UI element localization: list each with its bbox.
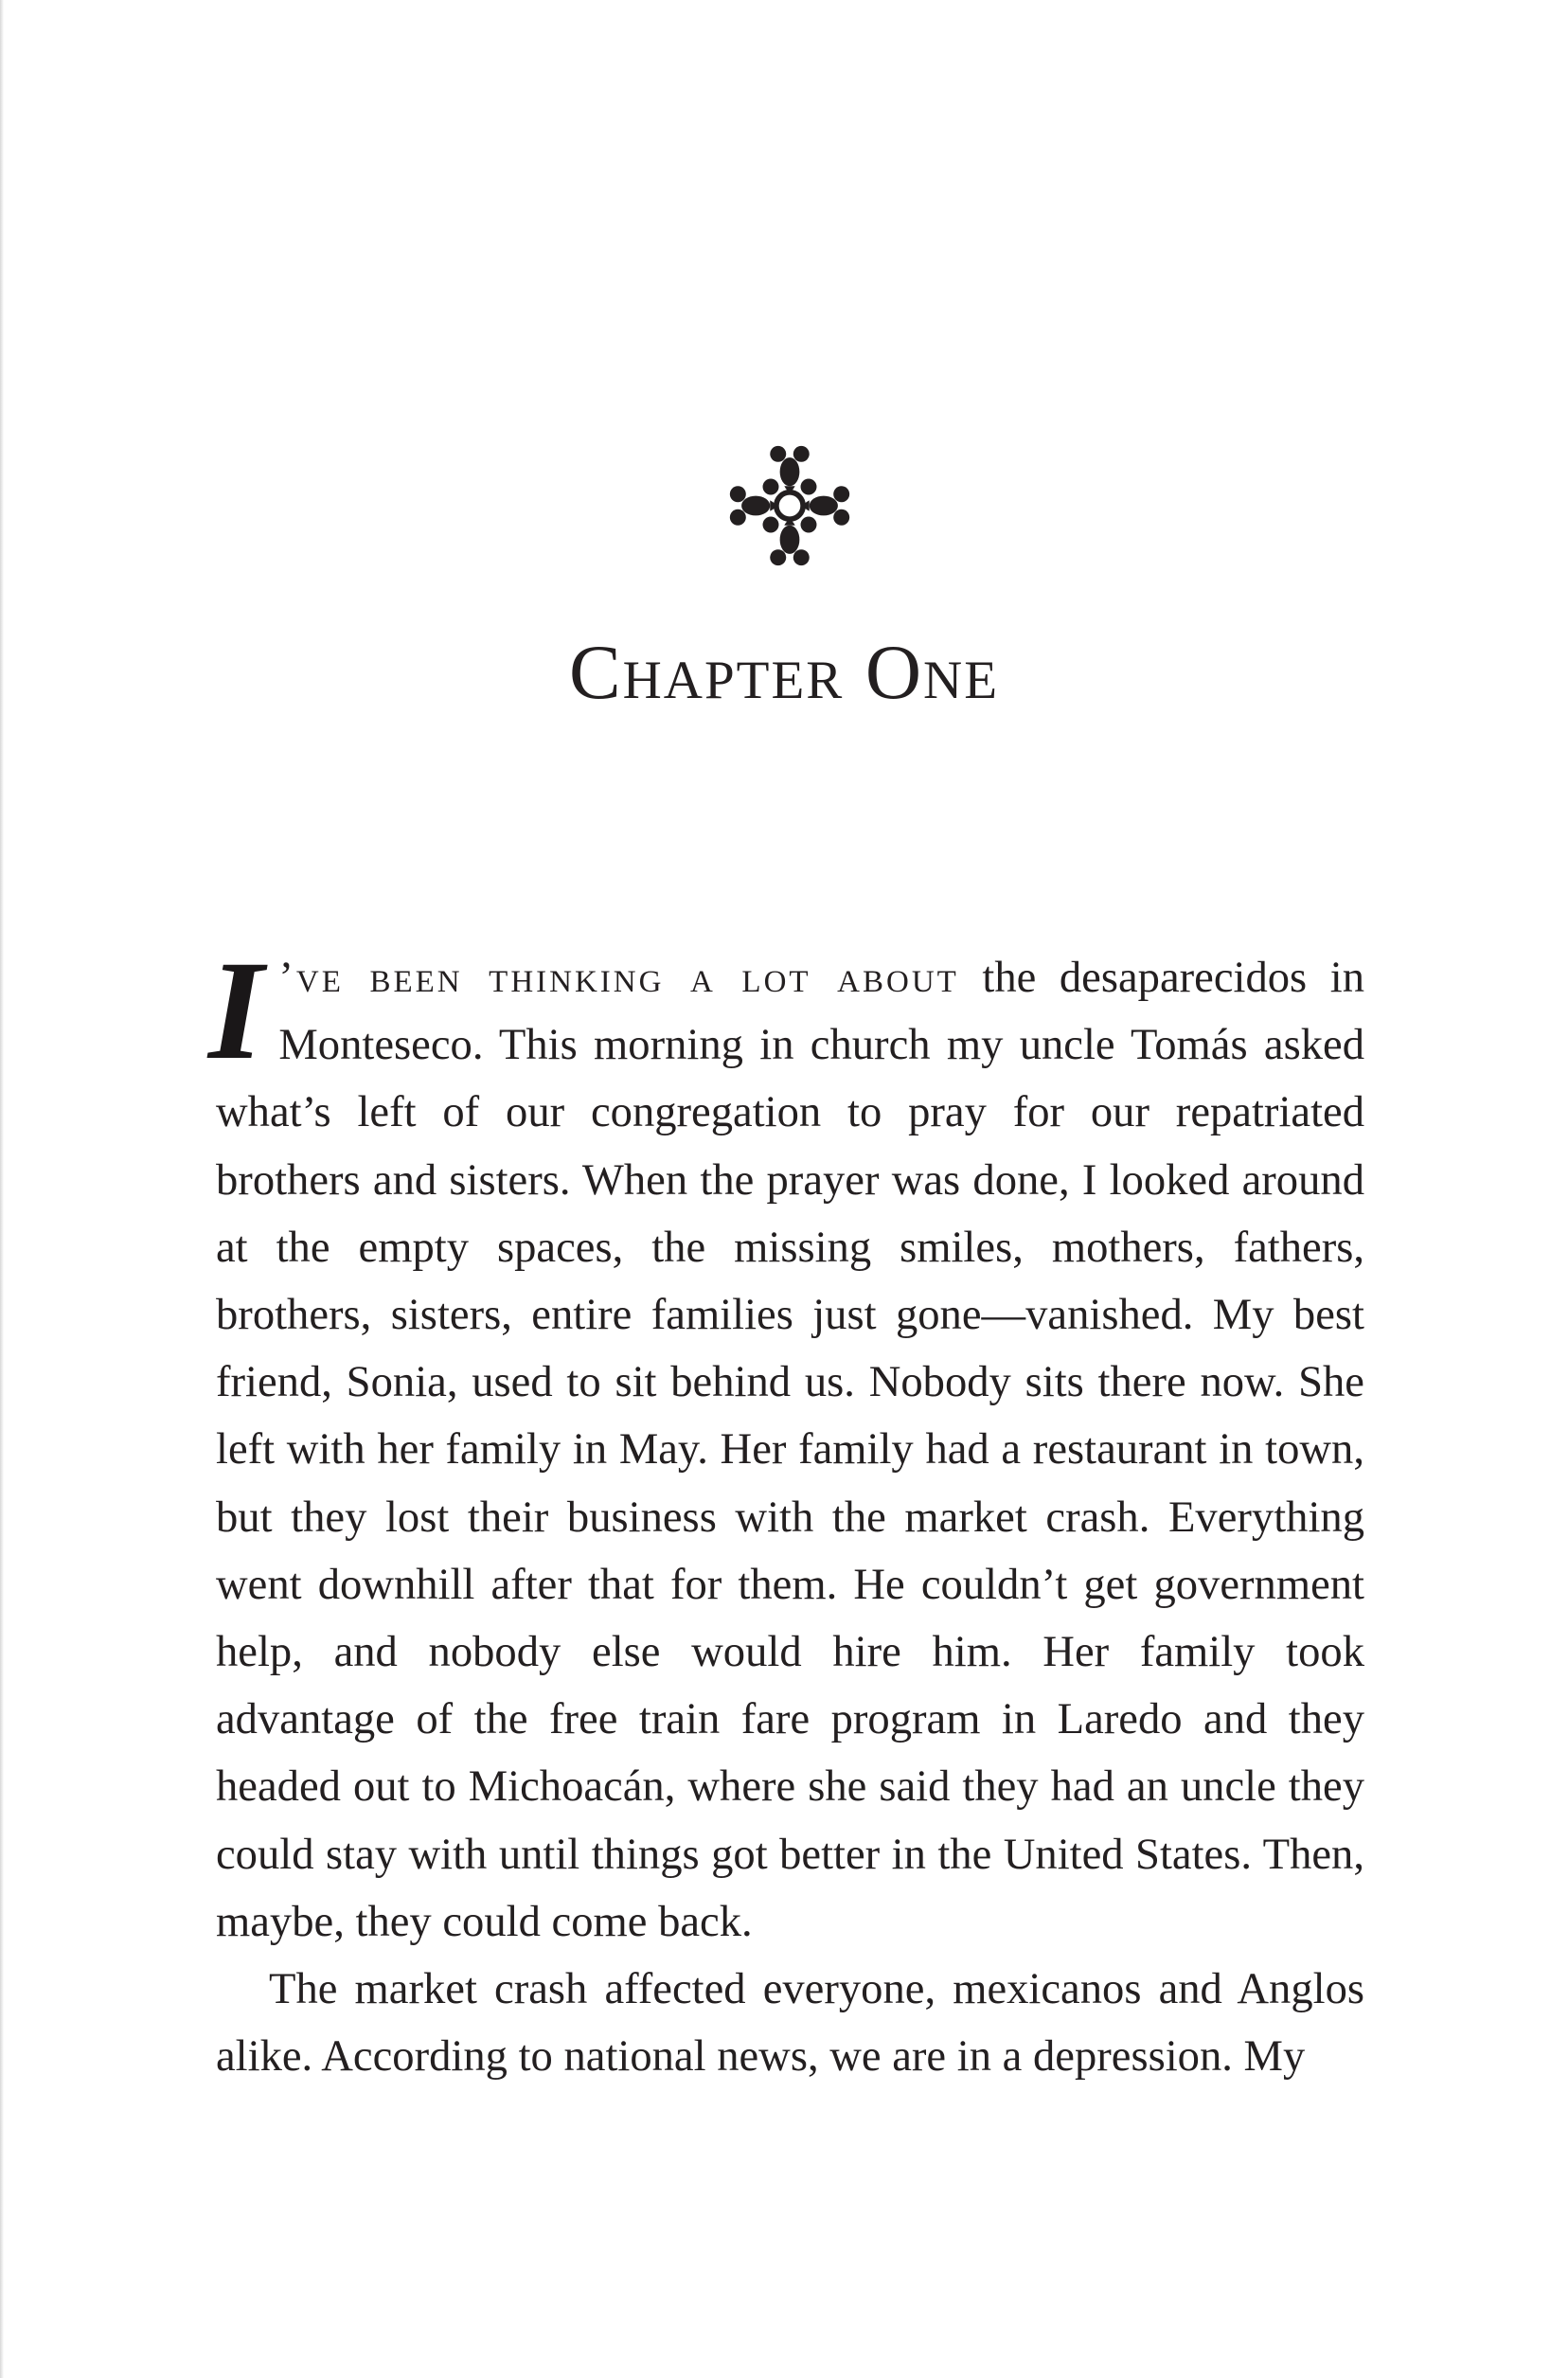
paragraph-1 — [208, 932, 1364, 1956]
page-edge — [0, 0, 4, 2378]
paragraph-2: The market crash affected everyone, mexicanos and Anglos alike. According to national news, we are in a depression. My — [216, 1964, 1364, 2082]
quatrefoil-flourish-icon — [727, 443, 852, 568]
paragraph-1-text: the desaparecidos in Monteseco. This morning in church my uncle Tomás asked what’s left of our congregation to pray for our repatriated brothers and sisters. When the prayer was done, I looked around at the empty spaces, the missing smiles, mothers, fathers, brothers, sisters, entire families just gone—vanished. My best friend, Sonia, used to sit behind us. Nobody sits there now. She left with her family in May. Her family had a restaurant in town, but they lost their business with the market crash. Everything went downhill after that for them. He couldn’t get government help, and nobody else would hire him. Her family took advantage of the free train fare program in Laredo and they headed out to Michoacán, where she said they had an uncle they could stay with until things got better in the United States. Then, maybe, they could come back. — [216, 953, 1364, 1946]
drop-cap: I — [208, 932, 264, 1089]
chapter-body — [208, 932, 1364, 2090]
chapter-title: Chapter One — [568, 629, 1000, 715]
lead-in-small-caps: ’ve been thinking a lot about — [278, 953, 959, 1002]
